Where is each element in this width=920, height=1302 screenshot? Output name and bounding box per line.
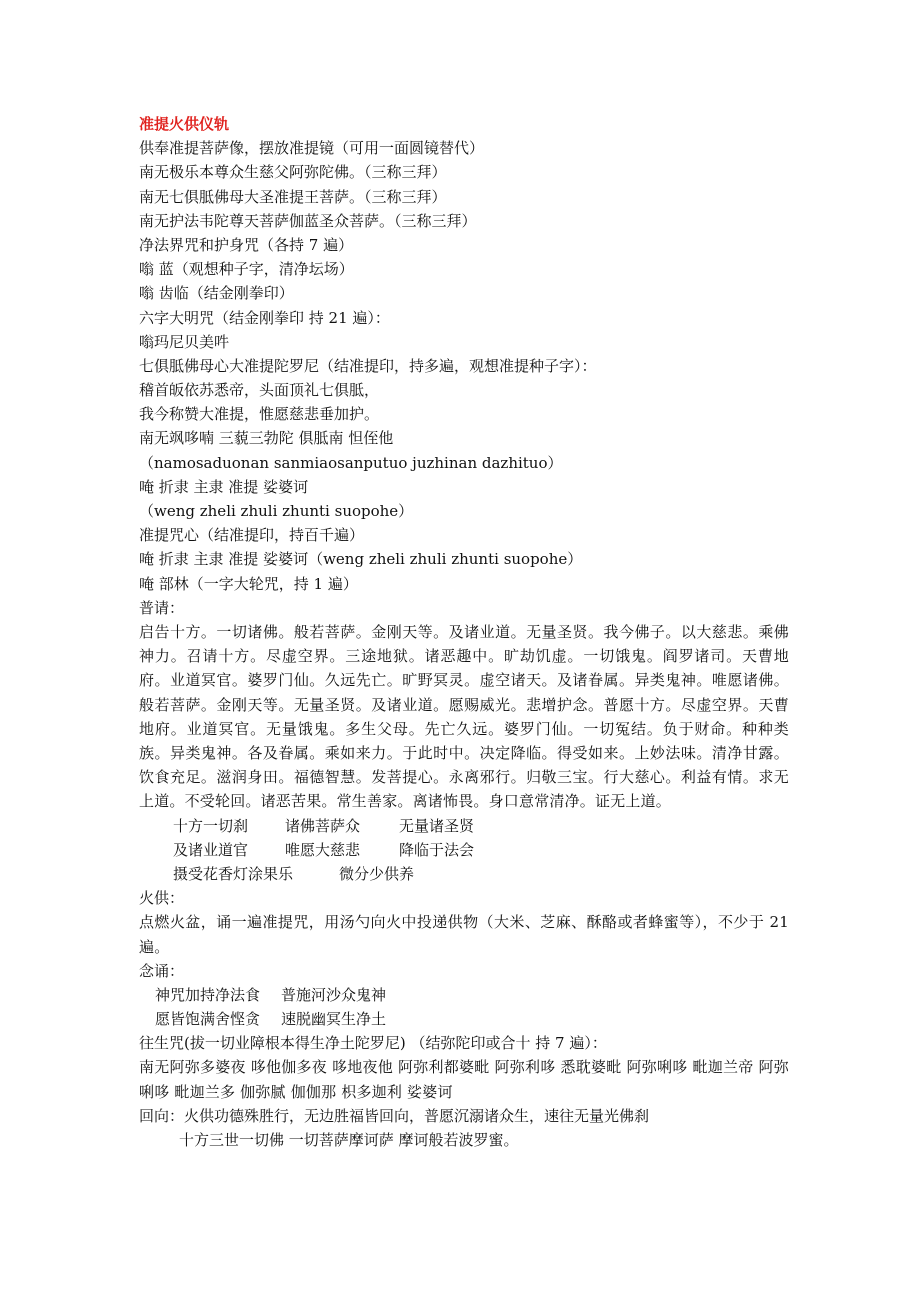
huogong-paragraph: 点燃火盆，诵一遍准提咒，用汤勺向火中投递供物（大米、芝麻、酥酪或者蜂蜜等），不少于 21 遍。	[139, 913, 789, 956]
doc-title: 准提火供仪轨	[139, 115, 230, 133]
intro-lines	[139, 136, 789, 620]
verse-phrase: 普施河沙众鬼神	[281, 985, 387, 1004]
wangsheng-heading: 往生咒(拔一切业障根本得生净土陀罗尼) （结弥陀印或合十 持 7 遍）：	[139, 1034, 607, 1053]
text-line: 南无飒哆喃 三藐三勃陀 俱胝南 怛侄他	[139, 429, 394, 448]
text-line: 准提咒心（结准提印，持百千遍）	[139, 526, 365, 545]
verse-phrase: 愿皆饱满舍悭贪	[155, 1010, 261, 1029]
verse-line	[139, 862, 789, 886]
text-line: 净法界咒和护身咒（各持 7 遍）	[139, 235, 354, 254]
text-line: 嗡 齿临（结金刚拳印）	[139, 284, 294, 303]
huogong-label: 火供：	[139, 889, 185, 908]
wangsheng-paragraph: 南无阿弥多婆夜 哆他伽多夜 哆地夜他 阿弥利都婆毗 阿弥利哆 悉耽婆毗 阿弥唎哆 毗迦兰帝 阿弥唎哆 毗迦兰多 伽弥腻 伽伽那 枳多迦利 娑婆诃	[139, 1058, 789, 1101]
text-line: 南无极乐本尊众生慈父阿弥陀佛。（三称三拜）	[139, 163, 447, 182]
niansong-label: 念诵：	[139, 961, 185, 980]
verse-block-2	[139, 983, 789, 1031]
huixiang-line: 回向：火供功德殊胜行，无边胜福皆回向，普愿沉溺诸众生，速往无量光佛刹	[139, 1106, 650, 1125]
verse-line	[139, 814, 789, 838]
text-line: （namosaduonan sanmiaosanputuo juzhinan dazhituo）	[139, 453, 563, 472]
verse-phrase: 无量诸圣贤	[399, 816, 475, 835]
text-line: 唵 折隶 主隶 准提 娑婆诃（weng zheli zhuli zhunti suopohe）	[139, 550, 583, 569]
verse-phrase: 降临于法会	[399, 840, 475, 859]
text-line: （weng zheli zhuli zhunti suopohe）	[139, 502, 414, 520]
verse-phrase: 及诸业道官	[173, 840, 249, 859]
text-line: 我今称赞大准提，惟愿慈悲垂加护。	[139, 405, 380, 424]
verse-block-1	[139, 814, 789, 887]
verse-line	[139, 983, 789, 1007]
text-line: 普请：	[139, 598, 185, 617]
text-line: 供奉准提菩萨像，摆放准提镜（可用一面圆镜替代）	[139, 139, 485, 158]
verse-line	[139, 838, 789, 862]
text-line: 唵 部林（一字大轮咒，持 1 遍）	[139, 574, 358, 593]
text-line: 嗡玛尼贝美吽	[139, 332, 230, 351]
puqing-paragraph: 启告十方。一切诸佛。般若菩萨。金刚天等。及诸业道。无量圣贤。我今佛子。以大慈悲。乘佛神力。召请十方。尽虚空界。三途地狱。诸恶趣中。旷劫饥虚。一切饿鬼。阎罗诸司。天曹地府。业道冥官。婆罗门仙。久远先亡。旷野冥灵。虚空诸天。及诸眷属。异类鬼神。唯愿诸佛。般若菩萨。金刚天等。无量圣贤。及诸业道。愿赐威光。悲增护念。普愿十方。尽虚空界。天曹地府。业道冥官。无量饿鬼。多生父母。先亡久远。婆罗门仙。一切冤结。负于财命。种种类族。异类鬼神。各及眷属。乘如来力。于此时中。决定降临。得受如来。上妙法味。清净甘露。饮食充足。滋润身田。福德智慧。发菩提心。永离邪行。归敬三宝。行大慈心。利益有情。求无上道。不受轮回。诸恶苦果。常生善家。离诸怖畏。身口意常清净。证无上道。	[139, 622, 789, 811]
verse-phrase: 摄受花香灯涂果乐	[173, 864, 294, 883]
text-line: 七俱胝佛母心大准提陀罗尼（结准提印，持多遍，观想准提种子字）：	[139, 356, 597, 375]
text-line: 稽首皈依苏悉帝，头面顶礼七俱胝，	[139, 381, 380, 400]
text-line: 南无七俱胝佛母大圣准提王菩萨。（三称三拜）	[139, 187, 447, 206]
text-line: 嗡 蓝（观想种子字，清净坛场）	[139, 260, 354, 279]
verse-phrase: 十方一切刹	[173, 816, 249, 835]
text-line: 南无护法韦陀尊天菩萨伽蓝圣众菩萨。（三称三拜）	[139, 211, 477, 230]
verse-line	[139, 1007, 789, 1031]
verse-phrase: 微分少供养	[339, 864, 415, 883]
final-line: 十方三世一切佛 一切菩萨摩诃萨 摩诃般若波罗蜜。	[179, 1131, 519, 1150]
text-line: 唵 折隶 主隶 准提 娑婆诃	[139, 477, 309, 496]
verse-phrase: 唯愿大慈悲	[285, 840, 361, 859]
verse-phrase: 诸佛菩萨众	[285, 816, 361, 835]
text-line: 六字大明咒（结金刚拳印 持 21 遍）：	[139, 308, 390, 327]
verse-phrase: 速脱幽冥生净土	[281, 1010, 387, 1029]
document-page	[139, 112, 789, 1152]
verse-phrase: 神咒加持净法食	[155, 985, 261, 1004]
